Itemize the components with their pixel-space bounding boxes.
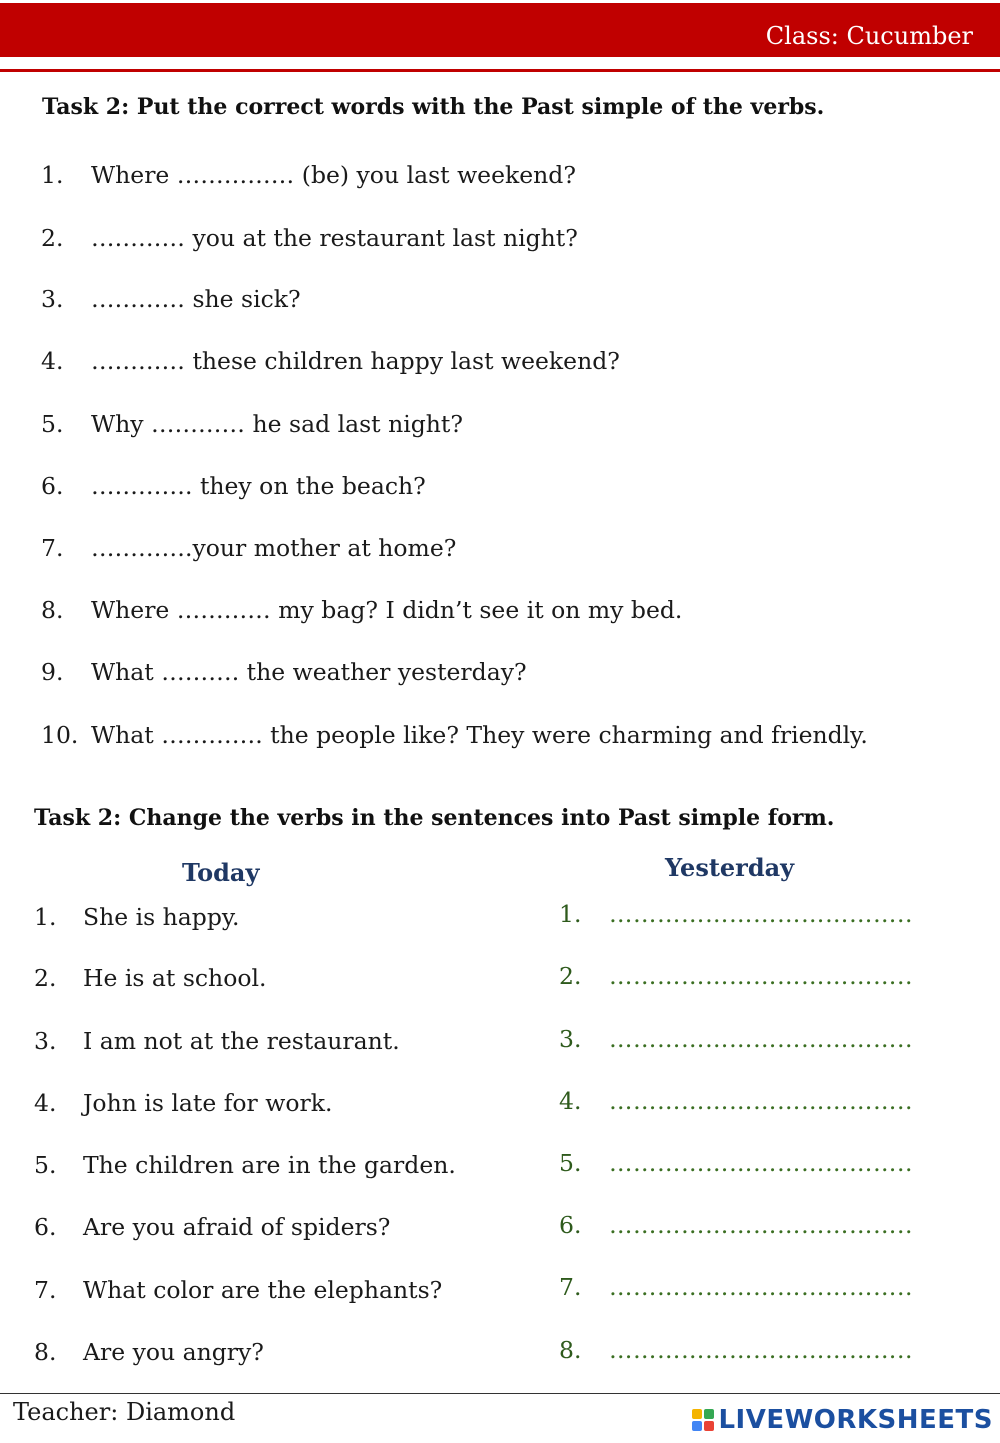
answer-dots[interactable]: ……………………………….. xyxy=(609,1273,913,1301)
answer-blank[interactable] xyxy=(559,1211,913,1239)
sentence-number: 8. xyxy=(34,1338,57,1366)
brand-logo[interactable] xyxy=(692,1405,993,1435)
answer-number: 2. xyxy=(559,962,582,990)
task1-question xyxy=(41,658,527,686)
answer-dots[interactable]: ……………………………….. xyxy=(609,1025,913,1053)
task1-question xyxy=(41,161,576,189)
today-sentence xyxy=(34,1027,400,1055)
footer-divider xyxy=(0,1393,1000,1394)
question-text: Where ………… my bag? I didn’t see it on my bed. xyxy=(91,596,683,624)
question-number: 3. xyxy=(41,285,64,313)
task1-question xyxy=(41,534,456,562)
sentence-text: The children are in the garden. xyxy=(83,1151,456,1179)
answer-blank[interactable] xyxy=(559,1336,913,1364)
question-number: 1. xyxy=(41,161,64,189)
sentence-number: 4. xyxy=(34,1089,57,1117)
task1-question xyxy=(41,596,682,624)
brand-text: LIVEWORKSHEETS xyxy=(718,1405,993,1435)
question-number: 6. xyxy=(41,472,64,500)
today-column-header: Today xyxy=(182,858,260,887)
teacher-label: Teacher: Diamond xyxy=(13,1398,236,1426)
question-text: …………. they on the beach? xyxy=(91,472,426,500)
sentence-text: What color are the elephants? xyxy=(83,1276,443,1304)
liveworksheets-logo-icon xyxy=(692,1409,714,1431)
today-sentence xyxy=(34,1213,390,1241)
sentence-text: I am not at the restaurant. xyxy=(83,1027,400,1055)
task1-title: Task 2: Put the correct words with the Past simple of the verbs. xyxy=(42,94,825,120)
sentence-number: 5. xyxy=(34,1151,57,1179)
question-text: What …………. the people like? They were charming and friendly. xyxy=(91,721,868,749)
answer-dots[interactable]: ……………………………….. xyxy=(609,1211,913,1239)
answer-blank[interactable] xyxy=(559,900,913,928)
answer-blank[interactable] xyxy=(559,1087,913,1115)
sentence-number: 1. xyxy=(34,903,57,931)
answer-blank[interactable] xyxy=(559,962,913,990)
today-sentence xyxy=(34,1338,264,1366)
today-sentence xyxy=(34,903,240,931)
answer-blank[interactable] xyxy=(559,1273,913,1301)
answer-dots[interactable]: ……………………………….. xyxy=(609,962,913,990)
task1-question xyxy=(41,347,620,375)
question-text: ………… she sick? xyxy=(91,285,301,313)
sentence-number: 6. xyxy=(34,1213,57,1241)
answer-dots[interactable]: ……………………………….. xyxy=(609,1336,913,1364)
question-number: 4. xyxy=(41,347,64,375)
question-number: 9. xyxy=(41,658,64,686)
question-number: 7. xyxy=(41,534,64,562)
yesterday-column-header: Yesterday xyxy=(665,853,795,882)
answer-dots[interactable]: ……………………………….. xyxy=(609,900,913,928)
answer-blank[interactable] xyxy=(559,1149,913,1177)
question-number: 8. xyxy=(41,596,64,624)
today-sentence xyxy=(34,1089,332,1117)
answer-dots[interactable]: ……………………………….. xyxy=(609,1087,913,1115)
header-bar xyxy=(0,3,1000,57)
sentence-text: Are you angry? xyxy=(83,1338,264,1366)
task1-question xyxy=(41,224,578,252)
answer-number: 3. xyxy=(559,1025,582,1053)
sentence-text: Are you afraid of spiders? xyxy=(83,1213,391,1241)
sentence-number: 2. xyxy=(34,964,57,992)
question-number: 2. xyxy=(41,224,64,252)
answer-blank[interactable] xyxy=(559,1025,913,1053)
task1-question xyxy=(41,410,463,438)
today-sentence xyxy=(34,1151,456,1179)
answer-number: 8. xyxy=(559,1336,582,1364)
task1-question xyxy=(41,472,426,500)
today-sentence xyxy=(34,964,266,992)
question-text: What ………. the weather yesterday? xyxy=(91,658,527,686)
question-text: ………… these children happy last weekend? xyxy=(91,347,620,375)
sentence-text: He is at school. xyxy=(83,964,267,992)
class-label: Class: Cucumber xyxy=(765,22,973,50)
task1-question xyxy=(41,721,868,749)
question-text: Where …………… (be) you last weekend? xyxy=(91,161,576,189)
answer-number: 6. xyxy=(559,1211,582,1239)
question-text: ………….your mother at home? xyxy=(91,534,457,562)
answer-number: 5. xyxy=(559,1149,582,1177)
sentence-text: She is happy. xyxy=(83,903,240,931)
answer-number: 4. xyxy=(559,1087,582,1115)
today-sentence xyxy=(34,1276,442,1304)
sentence-number: 7. xyxy=(34,1276,57,1304)
question-text: ………… you at the restaurant last night? xyxy=(91,224,578,252)
answer-dots[interactable]: ……………………………….. xyxy=(609,1149,913,1177)
sentence-text: John is late for work. xyxy=(83,1089,333,1117)
sentence-number: 3. xyxy=(34,1027,57,1055)
answer-number: 1. xyxy=(559,900,582,928)
task1-question xyxy=(41,285,301,313)
question-number: 10. xyxy=(41,721,79,749)
answer-number: 7. xyxy=(559,1273,582,1301)
question-number: 5. xyxy=(41,410,64,438)
task2-title: Task 2: Change the verbs in the sentences into Past simple form. xyxy=(34,805,835,831)
question-text: Why ………… he sad last night? xyxy=(91,410,463,438)
